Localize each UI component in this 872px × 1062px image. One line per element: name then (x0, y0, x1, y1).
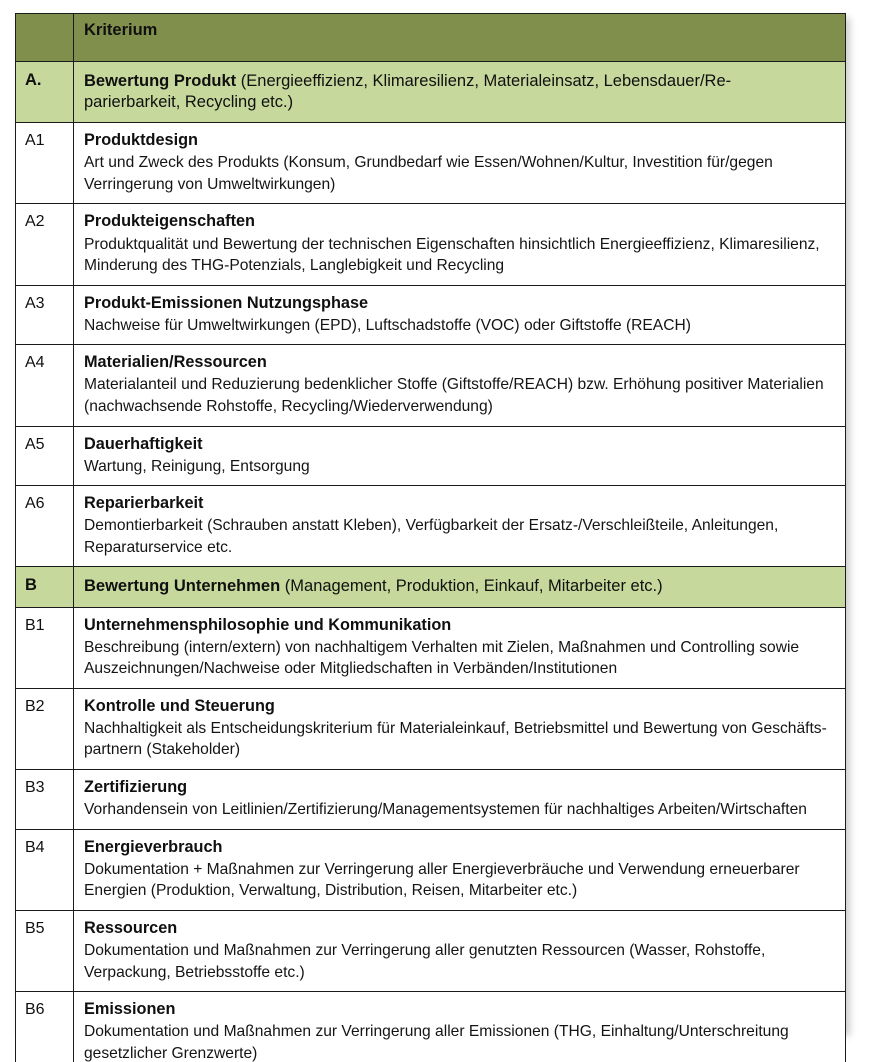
item-body (74, 486, 845, 566)
item-description-line: Vorhandensein von Leitlinien/Zertifizierung/Managementsystemen für nachhaltiges Arbeiten/Wirtschaften (84, 801, 807, 819)
row-code-label: A3 (25, 294, 45, 312)
item-description (84, 456, 837, 478)
row-content-cell (74, 204, 846, 285)
section-subtitle: (Management, Produktion, Einkauf, Mitarbeiter etc.) (280, 577, 663, 596)
row-content-cell (74, 607, 846, 688)
item-body (74, 608, 845, 688)
item-description-line: partnern (Stakeholder) (84, 741, 241, 759)
item-body (74, 911, 845, 991)
item-title: Reparierbarkeit (84, 494, 204, 513)
row-code-cell (16, 607, 74, 688)
item-body (74, 204, 845, 284)
table-row (16, 204, 846, 285)
item-title: Emissionen (84, 1000, 176, 1019)
section-row (16, 567, 846, 607)
item-description-line: Energien (Produktion, Verwaltung, Distribution, Reisen, Mitarbeiter etc.) (84, 882, 578, 900)
item-title: Energieverbrauch (84, 837, 223, 856)
item-title: Unternehmensphilosophie und Kommunikation (84, 615, 452, 634)
row-code-cell (16, 486, 74, 567)
row-code-cell (16, 285, 74, 345)
table-row (16, 607, 846, 688)
row-content-cell (74, 688, 846, 769)
item-title: Dauerhaftigkeit (84, 434, 203, 453)
row-code-label: B (25, 576, 37, 595)
table-row (16, 992, 846, 1062)
row-code-cell (16, 345, 74, 426)
row-code-cell (16, 910, 74, 991)
header-code-cell (16, 14, 74, 62)
item-description-line: Auszeichnungen/Nachweise oder Mitgliedschaften in Verbänden/Institutionen (84, 660, 618, 678)
section-text (74, 567, 845, 606)
item-description (84, 374, 837, 417)
section-subtitle: (Energieeffizienz, Klimaresilienz, Materialeinsatz, Lebensdauer/Re- (236, 72, 732, 90)
row-code-cell (16, 204, 74, 285)
item-body (74, 830, 845, 910)
table-row (16, 123, 846, 204)
item-body (74, 992, 845, 1062)
table-row (16, 769, 846, 829)
row-code-label: A. (25, 71, 42, 89)
header-criterium-cell (74, 14, 846, 62)
table-header-row (16, 14, 846, 62)
item-description-line: (nachwachsende Rohstoffe, Recycling/Wiederverwendung) (84, 398, 493, 415)
item-description-line: Dokumentation und Maßnahmen zur Verringerung aller genutzten Ressourcen (Wasser, Rohstoffe, (84, 941, 766, 959)
item-description (84, 1021, 837, 1062)
item-body (74, 689, 845, 769)
item-description-line: Demontierbarkeit (Schrauben anstatt Kleben), Verfügbarkeit der Ersatz-/Verschleißteile, Anleitungen, (84, 517, 779, 535)
item-description (84, 799, 837, 821)
row-code-cell (16, 123, 74, 204)
item-body (74, 123, 845, 203)
item-title: Produkteigenschaften (84, 212, 255, 231)
header-code-label (16, 14, 73, 21)
row-code-label: A6 (25, 495, 45, 513)
item-body (74, 770, 845, 829)
item-description-line: Art und Zweck des Produkts (Konsum, Grundbedarf wie Essen/Wohnen/Kultur, Investition für/gegen (84, 154, 773, 172)
row-code-label: B1 (25, 616, 45, 634)
item-body (74, 427, 845, 486)
item-description (84, 637, 837, 680)
item-body (74, 286, 845, 345)
item-description-line: Nachhaltigkeit als Entscheidungskriterium für Materialeinkauf, Betriebsmittel und Bewertung von Geschäfts- (84, 719, 827, 737)
item-description (84, 315, 837, 337)
row-code-cell (16, 688, 74, 769)
table-row (16, 345, 846, 426)
section-text (74, 62, 845, 122)
item-description (84, 515, 837, 558)
item-title: Materialien/Ressourcen (84, 353, 267, 372)
section-title: Bewertung Unternehmen (84, 577, 281, 596)
table-row (16, 829, 846, 910)
item-description-line: Produktqualität und Bewertung der technischen Eigenschaften hinsichtlich Energieeffizienz, Klimaresilienz, (84, 235, 820, 253)
item-description-line: Verpackung, Betriebsstoffe etc.) (84, 963, 305, 981)
row-content-cell (74, 567, 846, 607)
row-content-cell (74, 62, 846, 123)
item-title: Produkt-Emissionen Nutzungsphase (84, 293, 369, 312)
row-content-cell (74, 829, 846, 910)
item-description-line: Materialanteil und Reduzierung bedenklicher Stoffe (Giftstoffe/REACH) bzw. Erhöhung positiver Materialien (84, 376, 824, 394)
item-description (84, 718, 837, 761)
row-code-cell (16, 567, 74, 607)
item-description-line: Beschreibung (intern/extern) von nachhaltigem Verhalten mit Zielen, Maßnahmen und Controlling sowie (84, 638, 800, 656)
item-description-line: Minderung des THG-Potenzials, Langlebigkeit und Recycling (84, 257, 505, 275)
item-description (84, 234, 837, 277)
header-criterium-label: Kriterium (84, 21, 158, 39)
item-body (74, 345, 845, 425)
criteria-table-body (16, 14, 846, 1062)
row-content-cell (74, 426, 846, 486)
item-description-line: Nachweise für Umweltwirkungen (EPD), Luftschadstoffe (VOC) oder Giftstoffe (REACH) (84, 316, 691, 334)
row-code-cell (16, 829, 74, 910)
item-title: Produktdesign (84, 131, 198, 150)
section-row (16, 62, 846, 123)
row-content-cell (74, 910, 846, 991)
item-title: Zertifizierung (84, 777, 188, 796)
row-code-label: B5 (25, 919, 45, 937)
item-description-line: Dokumentation und Maßnahmen zur Verringerung aller Emissionen (THG, Einhaltung/Unterschreitung (84, 1023, 789, 1041)
row-code-label: A1 (25, 132, 45, 150)
section-subtitle-line2: parierbarkeit, Recycling etc.) (84, 93, 294, 112)
row-code-cell (16, 62, 74, 123)
row-code-cell (16, 769, 74, 829)
table-row (16, 486, 846, 567)
item-description-line: Verringerung von Umweltwirkungen) (84, 175, 336, 193)
item-description (84, 940, 837, 983)
row-code-cell (16, 426, 74, 486)
row-content-cell (74, 769, 846, 829)
row-code-label: B3 (25, 778, 45, 796)
table-row (16, 688, 846, 769)
row-content-cell (74, 285, 846, 345)
item-description (84, 152, 837, 195)
item-description (84, 859, 837, 902)
row-content-cell (74, 345, 846, 426)
row-content-cell (74, 486, 846, 567)
item-description-line: Wartung, Reinigung, Entsorgung (84, 457, 310, 475)
row-code-label: A4 (25, 354, 45, 372)
row-code-label: A2 (25, 213, 45, 231)
row-code-label: A5 (25, 435, 45, 453)
row-code-cell (16, 992, 74, 1062)
table-row (16, 285, 846, 345)
row-code-label: B6 (25, 1001, 45, 1019)
item-description-line: gesetzlicher Grenzwerte) (84, 1044, 258, 1062)
item-title: Ressourcen (84, 918, 178, 937)
item-description-line: Reparaturservice etc. (84, 538, 233, 556)
section-title: Bewertung Produkt (84, 72, 237, 90)
criteria-table (15, 13, 846, 1062)
table-row (16, 910, 846, 991)
row-content-cell (74, 123, 846, 204)
table-row (16, 426, 846, 486)
row-code-label: B2 (25, 697, 45, 715)
row-code-label: B4 (25, 838, 45, 856)
row-content-cell (74, 992, 846, 1062)
item-title: Kontrolle und Steuerung (84, 696, 275, 715)
item-description-line: Dokumentation + Maßnahmen zur Verringerung aller Energieverbräuche und Verwendung erneuerbarer (84, 860, 800, 878)
